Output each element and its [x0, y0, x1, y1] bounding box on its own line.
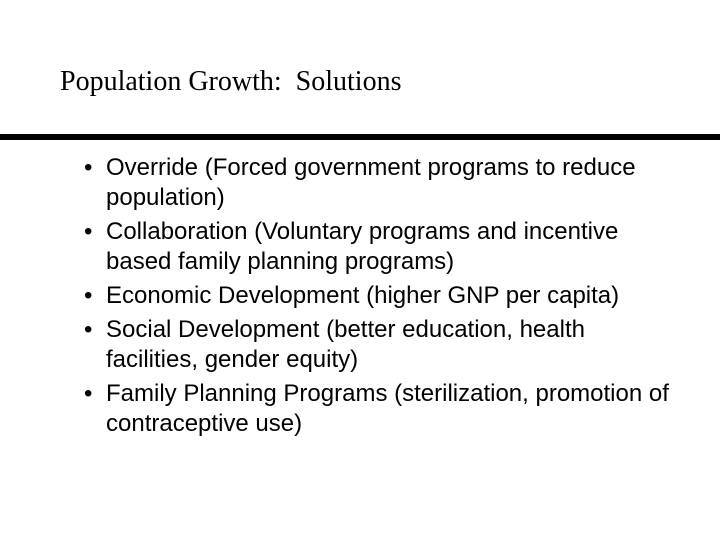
- bullet-item-collaboration: [78, 217, 678, 277]
- bullet-text: Override (Forced government programs to reduce population): [106, 154, 636, 211]
- bullet-item-override: [78, 153, 678, 213]
- slide-title: Population Growth: Solutions: [60, 66, 402, 97]
- bullet-icon: •: [84, 380, 93, 407]
- bullet-icon: •: [84, 282, 93, 309]
- bullet-text: Economic Development (higher GNP per capita): [106, 282, 620, 309]
- bullet-item-family-planning: [78, 379, 678, 439]
- bullet-icon: •: [84, 154, 93, 181]
- bullet-list: [78, 153, 678, 443]
- bullet-text: Social Development (better education, health facilities, gender equity): [106, 316, 585, 373]
- bullet-icon: •: [84, 218, 93, 245]
- bullet-icon: •: [84, 316, 93, 343]
- bullet-text: Collaboration (Voluntary programs and incentive based family planning programs): [106, 218, 619, 275]
- bullet-item-social-development: [78, 315, 678, 375]
- bullet-item-economic-development: [78, 281, 678, 311]
- title-divider: [0, 134, 720, 140]
- bullet-text: Family Planning Programs (sterilization, promotion of contraceptive use): [106, 380, 669, 437]
